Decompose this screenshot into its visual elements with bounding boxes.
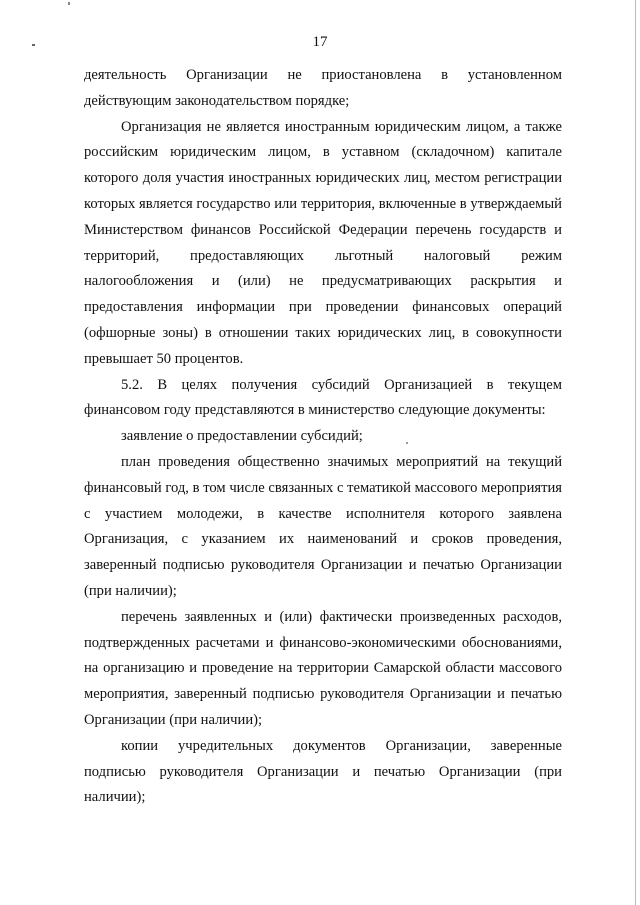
paragraph-foreign-entity: Организация не является иностранным юридическим лицом, а также российским юридическим лицом, в уставном (складочном) капитале которого доля участия иностранных юридических лиц, местом регистрации которых является государство или территория, включенные в утверждаемый Министерством финансов Российской Федерации перечень государств и территорий, предоставляющих льготный налоговый режим налогообложения и (или) не предусматривающих раскрытия и предоставления информации при проведении финансовых операций (офшорные зоны) в отношении таких юридических лиц, в совокупности превышает 50 процентов. (84, 118, 562, 367)
page-edge (635, 0, 636, 905)
paragraph-charter-copies: копии учредительных документов Организации, заверенные подписью руководителя Организации и печатью Организации (при наличии); (84, 737, 562, 806)
paragraph-section-5-2: 5.2. В целях получения субсидий Организацией в текущем финансовом году представляются в министерство следующие документы: (84, 376, 562, 419)
paragraph-event-plan: план проведения общественно значимых мероприятий на текущий финансовый год, в том числе связанных с тематикой массового мероприятия с участием молодежи, в качестве исполнителя которого заявлена Организация, с указанием их наименований и сроков проведения, заверенный подписью руководителя Организации и печатью Организации (при наличии); (84, 453, 562, 599)
paragraph-expense-list: перечень заявленных и (или) фактически произведенных расходов, подтвержденных расчетами и финансово-экономическими обоснованиями, на организацию и проведение на территории Самарской области массового мероприятия, заверенный подписью руководителя Организации и печатью Организации (при наличии); (84, 608, 562, 728)
scan-artifact (68, 2, 70, 5)
paragraph-activity-status: деятельность Организации не приостановлена в установленном действующим законодательством порядке; (84, 67, 562, 109)
document-body (84, 63, 562, 811)
paragraph-application: заявление о предоставлении субсидий; (121, 428, 363, 445)
page-number: 17 (312, 34, 328, 50)
